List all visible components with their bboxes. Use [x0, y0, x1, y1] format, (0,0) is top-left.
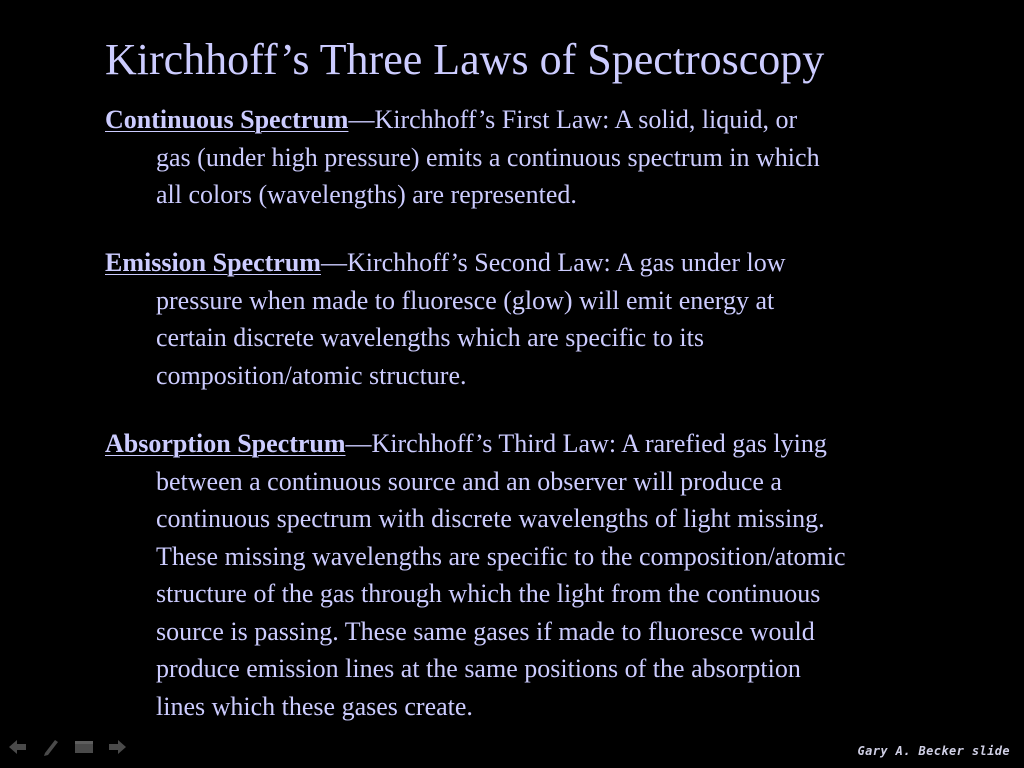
- law-absorption-spectrum: [105, 425, 1005, 725]
- pen-tool-button[interactable]: [41, 737, 61, 757]
- slide-credit: Gary A. Becker slide: [857, 744, 1010, 758]
- law-continuation-line: gas (under high pressure) emits a continuous spectrum in which: [156, 142, 820, 172]
- law-term: Absorption Spectrum: [105, 429, 346, 458]
- law-continuation-line: lines which these gases create.: [156, 691, 473, 721]
- law-first-line: [105, 425, 1005, 463]
- law-continuation-line: between a continuous source and an observer will produce a: [156, 466, 782, 496]
- law-first-line: [105, 244, 1005, 282]
- law-continuation-line: structure of the gas through which the light from the continuous: [156, 579, 821, 608]
- slide-menu-button[interactable]: [74, 737, 94, 757]
- law-continuous-spectrum: [105, 101, 1005, 214]
- law-continuation-line: certain discrete wavelengths which are specific to its: [156, 323, 704, 352]
- law-first-line-text: —Kirchhoff’s Third Law: A rarefied gas lying: [345, 429, 827, 458]
- law-first-line-text: —Kirchhoff’s Second Law: A gas under low: [320, 248, 786, 277]
- pen-icon: [42, 738, 60, 756]
- arrow-right-icon: [107, 739, 127, 755]
- slideshow-nav-bar: [8, 736, 127, 758]
- law-first-line: [105, 101, 1005, 139]
- law-continuation-line: all colors (wavelengths) are represented.: [156, 180, 577, 209]
- law-continuation-line: source is passing. These same gases if made to fluoresce would: [156, 616, 815, 646]
- law-term: Continuous Spectrum: [105, 105, 349, 134]
- slide-title: Kirchhoff’s Three Laws of Spectroscopy: [105, 35, 825, 84]
- law-continuation-line: composition/atomic structure.: [156, 360, 467, 390]
- slide-menu-icon: [74, 739, 94, 755]
- previous-slide-button[interactable]: [8, 737, 28, 757]
- law-emission-spectrum: [105, 244, 1005, 394]
- law-continuation-line: These missing wavelengths are specific to the composition/atomic: [156, 541, 846, 571]
- arrow-left-icon: [8, 739, 28, 755]
- next-slide-button[interactable]: [107, 737, 127, 757]
- law-continuation-line: produce emission lines at the same positions of the absorption: [156, 654, 801, 683]
- law-continuation-line: pressure when made to fluoresce (glow) will emit energy at: [156, 285, 775, 315]
- law-term: Emission Spectrum: [105, 248, 321, 277]
- law-continuation-line: continuous spectrum with discrete wavelengths of light missing.: [156, 504, 825, 533]
- law-first-line-text: —Kirchhoff’s First Law: A solid, liquid, or: [348, 105, 798, 134]
